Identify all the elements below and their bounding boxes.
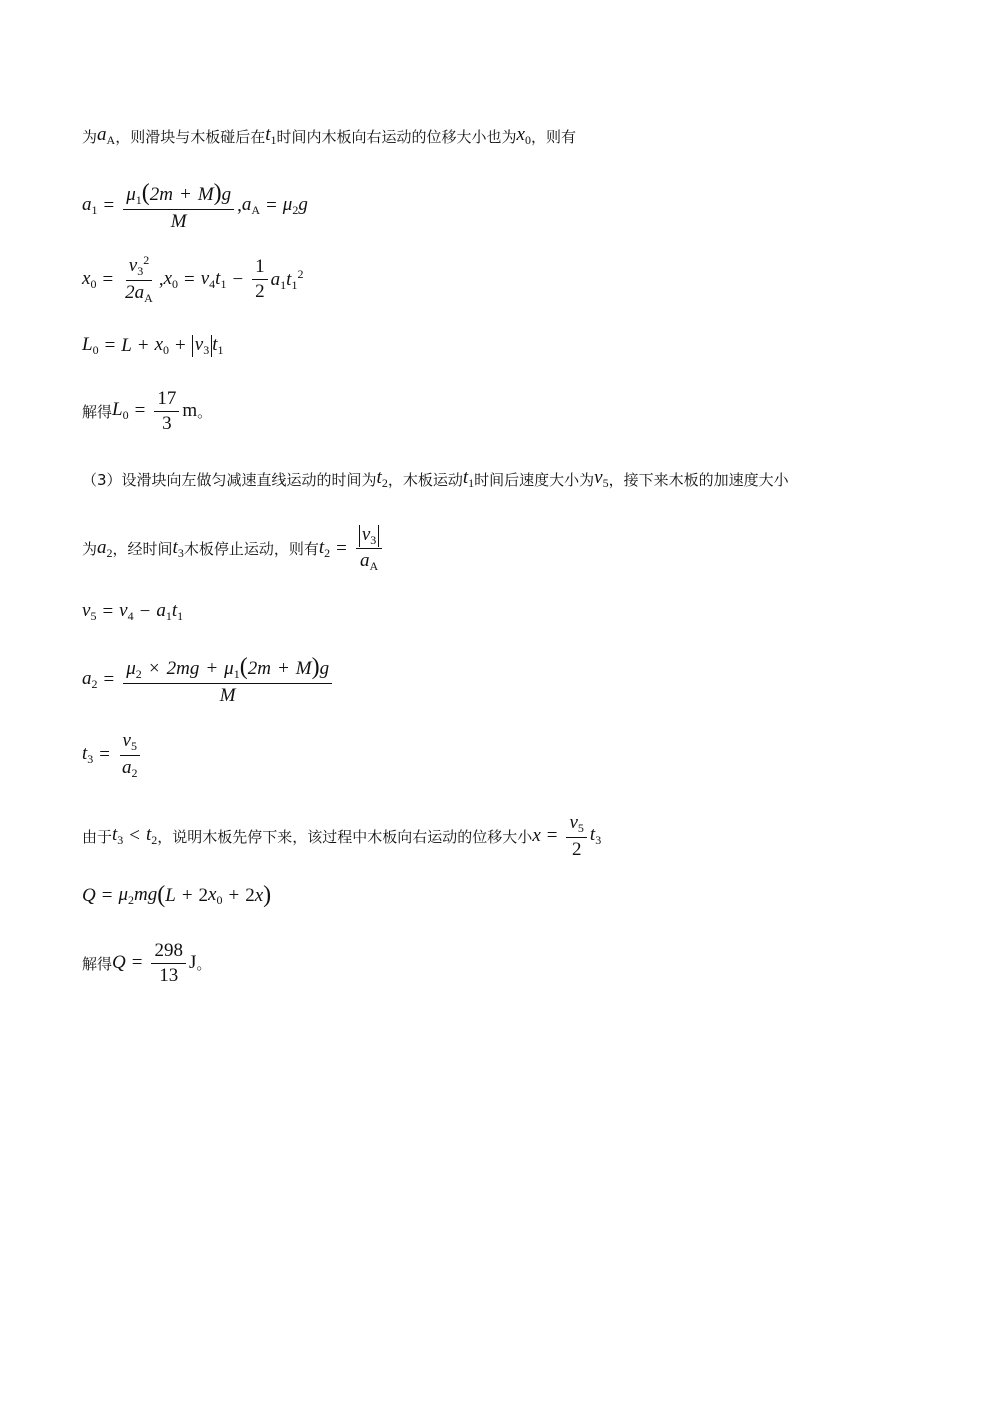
text: 解得 [82,954,113,973]
math: $a_2$ [97,536,113,560]
equation-t3: $t_3$ = $\frac{v_5}{a_2}$ [82,730,144,781]
text: ，木板运动 [387,470,463,489]
math: x [532,825,541,847]
math: $t_1$ [462,467,475,490]
math: $t_3$ [589,824,602,848]
math: Q [112,952,126,974]
text: 为 [82,540,98,559]
math: $x_0$ [516,124,531,147]
denominator: 13 [159,964,179,986]
text: ，接下来木板的加速度大小 [608,470,789,489]
text: （3）设滑块向左做匀减速直线运动的时间为 [82,470,377,489]
text: ，则滑块与木板碰后在 [115,127,266,146]
text: 时间内木板向右运动的位移大小也为 [276,127,517,146]
numerator: 1 [252,256,268,280]
equation-a1: $a_1$ = $\frac{\mu_1(2m + M)g}{M}$ , $a_A$ = $\mu_2g$ [82,180,308,232]
numerator: 17 [154,388,179,412]
line-comparison: 由于 $t_3$ < $t_2$ ，说明木板先停下来，该过程中木板向右运动的位移大小 x = $\frac{v_5}{2}$ $t_3$ [82,812,602,860]
equation-a2: $a_2$ = $\frac{\mu_2 \times 2mg + \mu_1(2m + M)g}{M}$ [82,654,335,707]
equation-v5: $v_5$ = $v_4$ − $a_1t_1$ [82,600,184,623]
equation-l0: $L_0$ = L + $x_0$ + $v_3$ $t_1$ [82,333,224,357]
text: 。 [197,402,213,421]
math: $t_1$ [265,124,277,147]
text: ，说明木板先停下来，该过程中木板向右运动的位移大小 [157,827,533,846]
math: $t_2$ [146,824,158,848]
text: 为 [82,127,98,146]
unit: m [182,400,198,422]
math: $t_3$ [172,536,184,560]
text: 木板停止运动，则有 [183,540,319,559]
equation-q: Q = $\mu_2mg$ ( L + 2 $x_0$ + 2 x ) [82,882,272,908]
result-l0: 解得 $L_0$ = $\frac{17}{3}$ m 。 [82,388,213,434]
math: $t_3$ [112,824,124,848]
text: 由于 [82,827,113,846]
math: $L_0$ [112,399,129,423]
denominator: 3 [162,412,172,434]
denominator: 2 [255,281,265,303]
math: $v_5$ [594,467,609,490]
part-3-line-1 [82,467,789,491]
numerator: 298 [151,940,186,964]
text: 。 [196,954,212,973]
equation-x0: $x_0$ = $\frac{v_3^2}{2a_A}$ , $x_0$ = $v_4t_1$ − $\frac{1}{2}$ $a_1t_1^2$ [82,253,304,305]
math: $t_2$ [376,467,388,490]
result-q: 解得 Q = $\frac{298}{13}$ J 。 [82,940,212,986]
denominator: 2 [571,838,582,860]
text: 解得 [82,402,113,421]
text: ，则有 [530,127,576,146]
line-1 [82,124,576,148]
text: ，经时间 [112,540,173,559]
text: 时间后速度大小为 [474,470,595,489]
unit: J [188,952,197,974]
part-3-line-2: 为 $a_2$ ，经时间 $t_3$ 木板停止运动，则有 $t_2$ = $\frac{v_3}{a_A}$ [82,524,385,574]
math: $a_A$ [97,124,116,147]
math: $t_2$ [318,536,331,560]
